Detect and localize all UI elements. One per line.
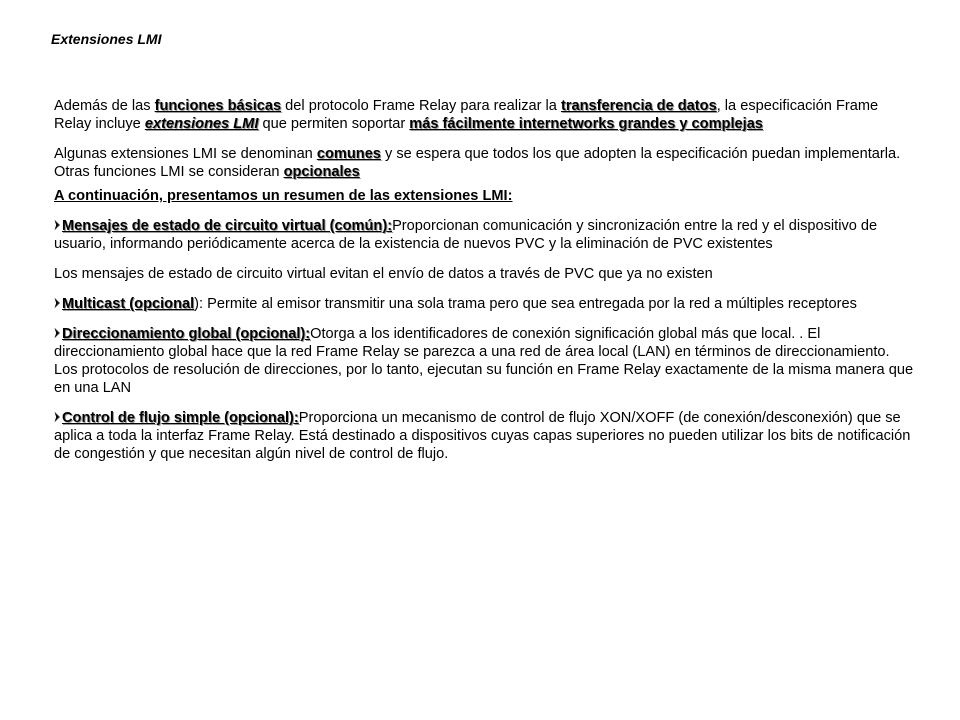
bullet-multicast bbox=[54, 295, 914, 313]
bullet-flow-control bbox=[54, 409, 914, 463]
check-arrow-icon bbox=[54, 297, 61, 309]
extensions-paragraph bbox=[54, 145, 914, 181]
bullet-term: Mensajes de estado de circuito virtual (común): bbox=[62, 218, 393, 234]
check-arrow-icon bbox=[54, 219, 61, 231]
bullet-text: Otorga a los identificadores de conexión significación global más que local. . El direccionamiento global hace que la red Frame Relay se parezca a una red de área local (LAN) en términos de direccionamiento. Los protocolos de resolución de direcciones, por lo tanto, ejecutan su función en Frame Relay exactamente de la misma manera que en una LAN bbox=[54, 326, 914, 396]
bullet-text: Proporcionan comunicación y sincronización entre la red y el dispositivo de usuario, informando periódicamente acerca de la existencia de nuevos PVC y la eliminación de PVC existentes bbox=[54, 218, 878, 252]
bullet-term: Direccionamiento global (opcional): bbox=[62, 326, 311, 342]
slide-body bbox=[54, 97, 914, 475]
extensions-emphasis-optional: opcionales bbox=[283, 164, 360, 180]
intro-text-4: que permiten soportar bbox=[258, 116, 410, 132]
bullet-virtual-circuit-status bbox=[54, 217, 914, 253]
intro-paragraph bbox=[54, 97, 914, 133]
intro-emphasis-data-transfer: transferencia de datos bbox=[560, 98, 717, 114]
check-arrow-icon bbox=[54, 327, 61, 339]
pvc-note: Los mensajes de estado de circuito virtual evitan el envío de datos a través de PVC que ya no existen bbox=[54, 266, 713, 282]
intro-emphasis-lmi-extensions: extensiones LMI bbox=[144, 116, 259, 132]
extensions-emphasis-common: comunes bbox=[316, 146, 381, 162]
summary-heading bbox=[54, 187, 914, 205]
summary-heading-text: A continuación, presentamos un resumen de las extensiones LMI: bbox=[54, 188, 513, 204]
extensions-text-1: Algunas extensiones LMI se denominan bbox=[54, 146, 317, 162]
intro-text-3: , la especificación Frame Relay incluye bbox=[54, 98, 879, 132]
bullet-global-addressing bbox=[54, 325, 914, 397]
slide-title: Extensiones LMI bbox=[51, 31, 162, 47]
bullet-term: Multicast (opcional bbox=[62, 296, 195, 312]
intro-emphasis-large-internetworks: más fácilmente internetworks grandes y complejas bbox=[409, 116, 763, 132]
bullet-text: ): Permite al emisor transmitir una sola trama pero que sea entregada por la red a múltiples receptores bbox=[194, 296, 857, 312]
intro-text-1: Además de las bbox=[54, 98, 155, 114]
bullet-term: Control de flujo simple (opcional): bbox=[62, 410, 299, 426]
intro-text-2: del protocolo Frame Relay para realizar la bbox=[281, 98, 561, 114]
intro-emphasis-basic-functions: funciones básicas bbox=[154, 98, 282, 114]
extensions-text-2: y se espera que todos los que adopten la especificación puedan implementarla. Otras funciones LMI se consideran bbox=[54, 146, 901, 180]
check-arrow-icon bbox=[54, 411, 61, 423]
bullet-text: Proporciona un mecanismo de control de flujo XON/XOFF (de conexión/desconexión) que se aplica a toda la interfaz Frame Relay. Está destinado a dispositivos cuyas capas superiores no pueden utilizar los bits de notificación de congestión y que necesitan algún nivel de control de flujo. bbox=[54, 410, 911, 462]
